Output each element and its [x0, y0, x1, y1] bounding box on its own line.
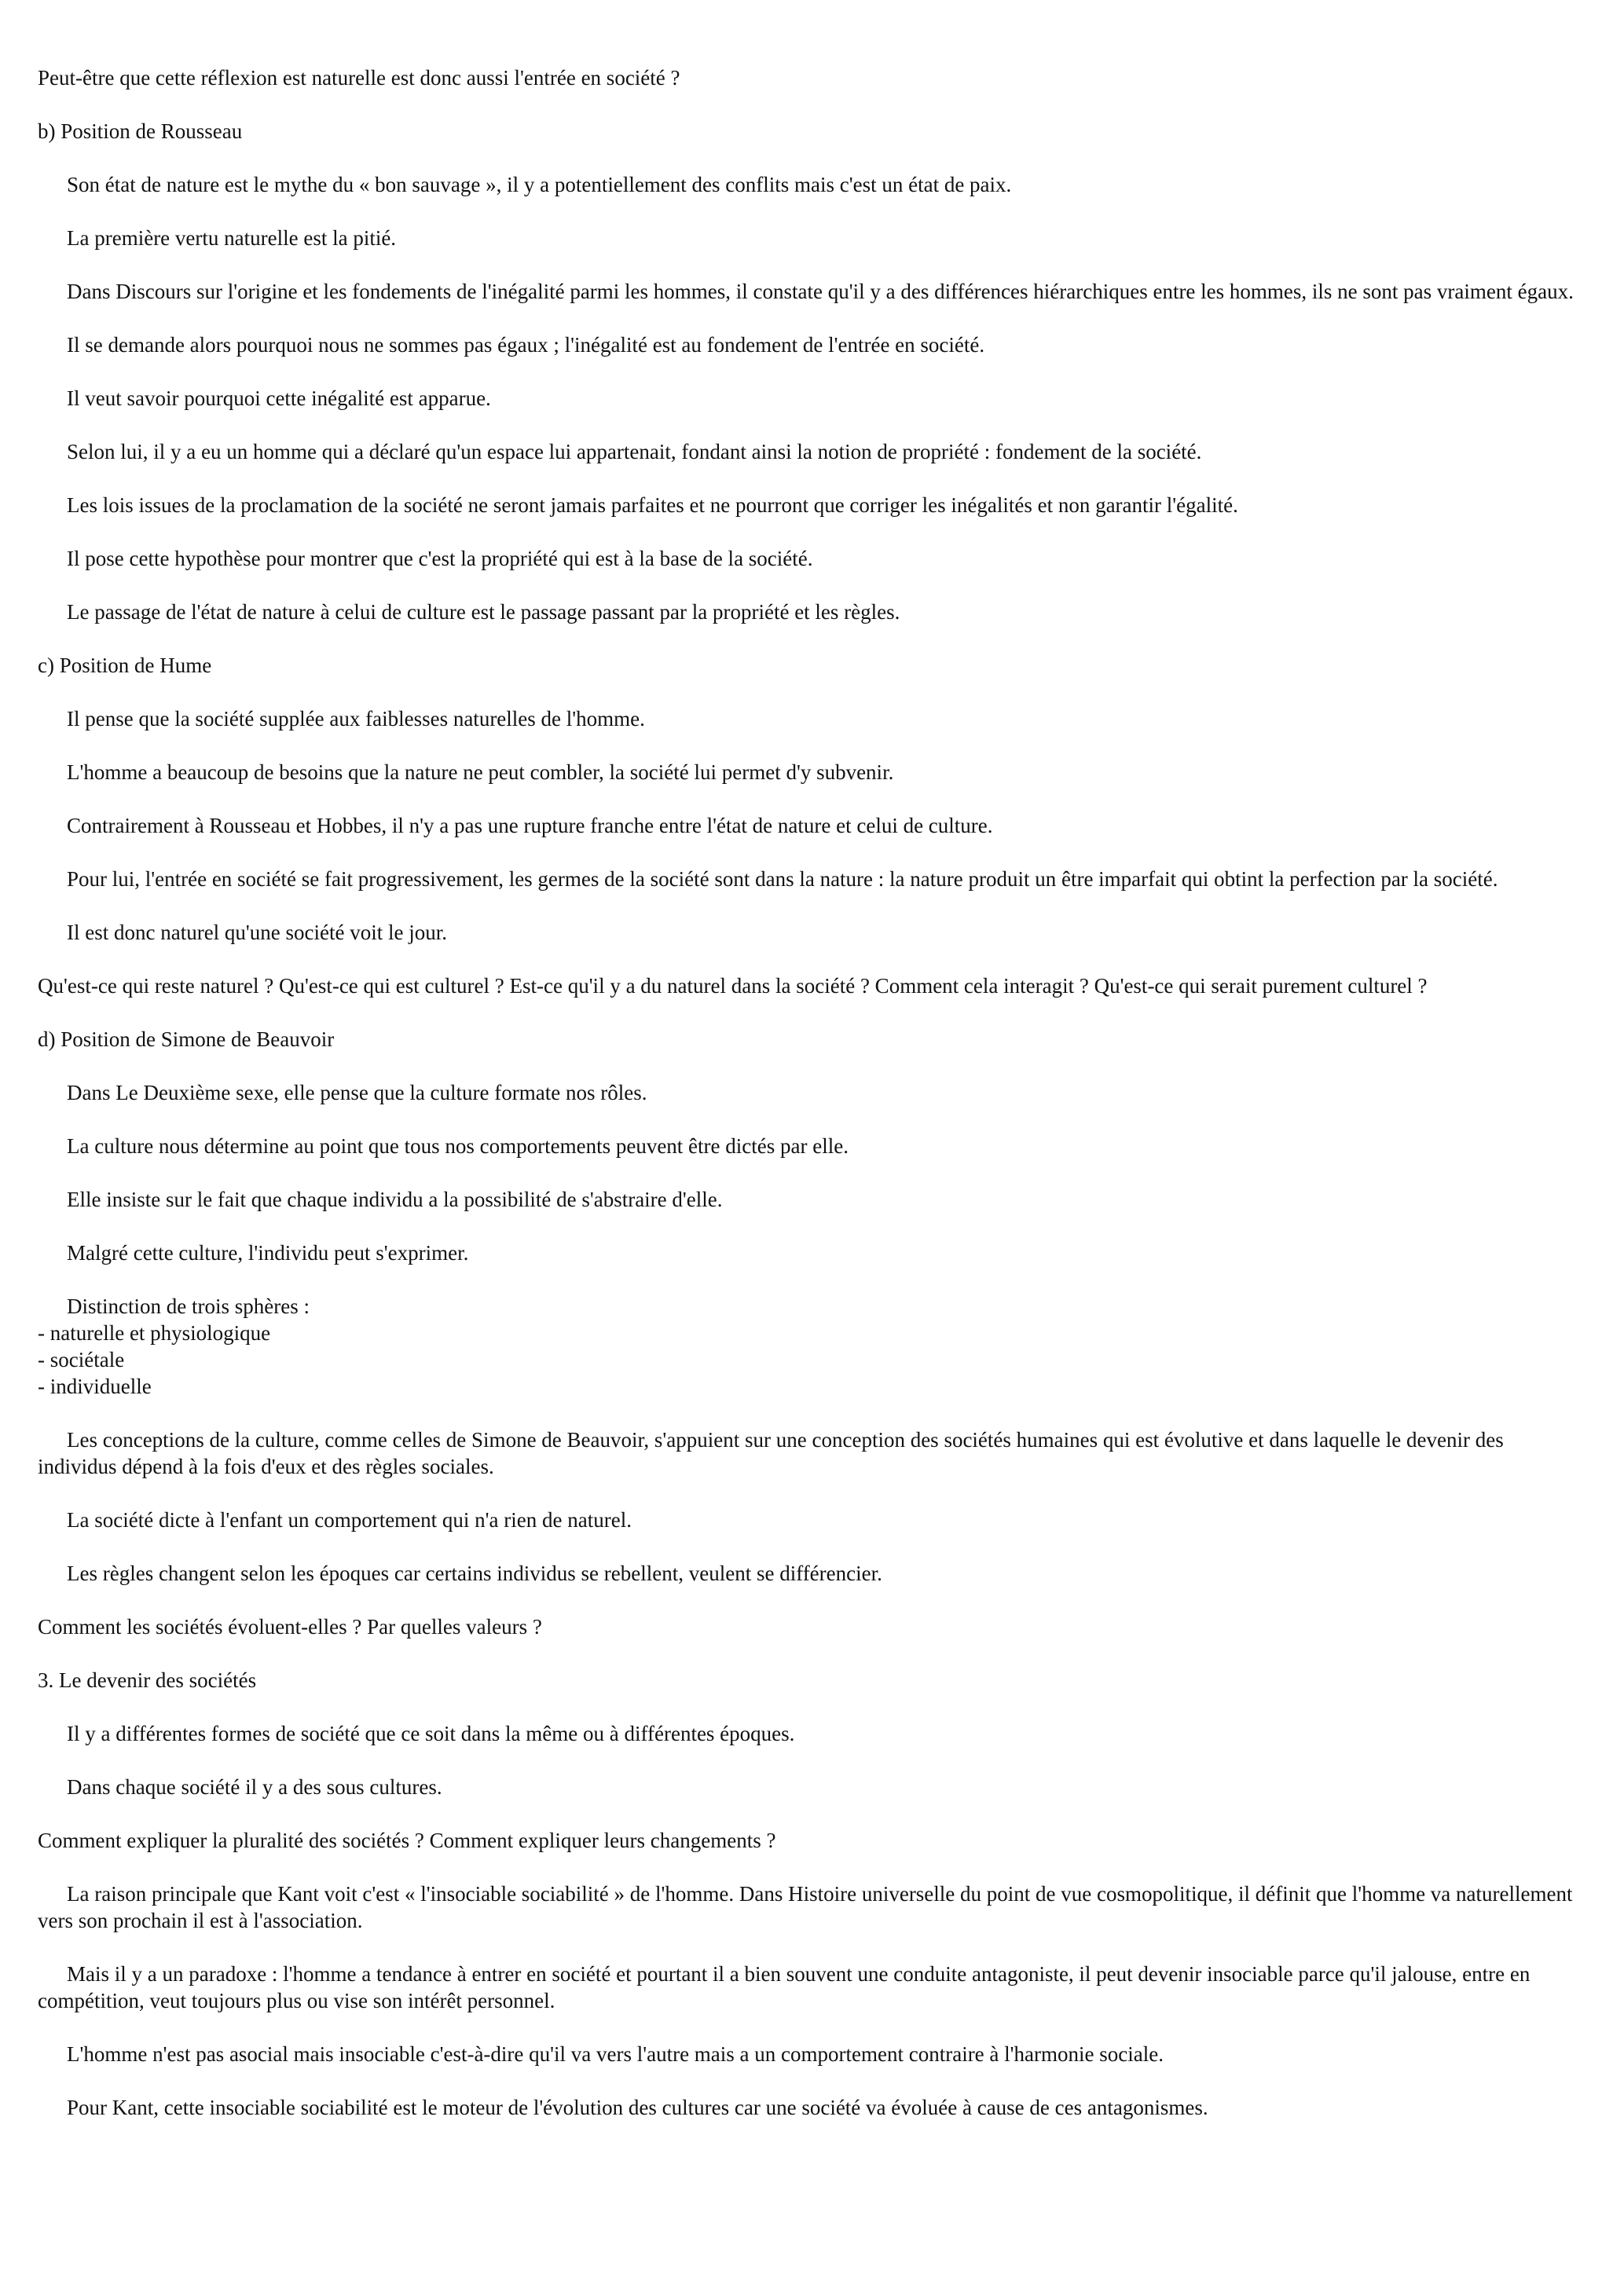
body-paragraph: L'homme n'est pas asocial mais insociable c'est-à-dire qu'il va vers l'autre mais a un comportement contraire à l'harmonie sociale. [67, 2042, 1164, 2066]
body-paragraph: Dans chaque société il y a des sous cultures. [67, 1775, 442, 1799]
body-paragraph: La raison principale que Kant voit c'est « l'insociable sociabilité » de l'homme. Dans Histoire universelle du point de vue cosmopolitique, il définit que l'homme va naturellement vers son prochain il est à l'association. [38, 1882, 1573, 1932]
question-paragraph: Comment expliquer la pluralité des sociétés ? Comment expliquer leurs changements ? [38, 1829, 776, 1852]
sphere-item-3: - individuelle [38, 1375, 152, 1398]
body-paragraph: Les conceptions de la culture, comme celles de Simone de Beauvoir, s'appuient sur une conception des sociétés humaines qui est évolutive et dans laquelle le devenir des individus dépend à la fois d'eux et des règles sociales. [38, 1428, 1504, 1478]
document-body-part-2 [38, 1426, 1578, 2121]
body-paragraph: Il y a différentes formes de société que ce soit dans la même ou à différentes époques. [67, 1722, 795, 1745]
body-paragraph: Il pose cette hypothèse pour montrer que c'est la propriété qui est à la base de la société. [67, 547, 813, 570]
section-heading: c) Position de Hume [38, 654, 212, 677]
body-paragraph: Il est donc naturel qu'une société voit le jour. [67, 921, 447, 944]
body-paragraph: Les lois issues de la proclamation de la société ne seront jamais parfaites et ne pourront que corriger les inégalités et non garantir l'égalité. [67, 493, 1238, 517]
body-paragraph: Malgré cette culture, l'individu peut s'exprimer. [67, 1241, 469, 1265]
body-paragraph: Il pense que la société supplée aux faiblesses naturelles de l'homme. [67, 707, 645, 731]
question-paragraph: Comment les sociétés évoluent-elles ? Par quelles valeurs ? [38, 1615, 542, 1639]
body-paragraph: Selon lui, il y a eu un homme qui a déclaré qu'un espace lui appartenait, fondant ainsi la notion de propriété : fondement de la société. [67, 440, 1202, 463]
body-paragraph: La société dicte à l'enfant un comportement qui n'a rien de naturel. [67, 1508, 632, 1532]
sphere-item-2: - sociétale [38, 1348, 125, 1371]
body-paragraph: Le passage de l'état de nature à celui de culture est le passage passant par la propriété et les règles. [67, 600, 900, 624]
body-paragraph: La culture nous détermine au point que tous nos comportements peuvent être dictés par elle. [67, 1134, 849, 1158]
body-paragraph: La première vertu naturelle est la pitié. [67, 226, 397, 250]
question-paragraph: Peut-être que cette réflexion est naturelle est donc aussi l'entrée en société ? [38, 66, 680, 90]
document-page [38, 64, 1578, 2121]
body-paragraph: Son état de nature est le mythe du « bon sauvage », il y a potentiellement des conflits mais c'est un état de paix. [67, 173, 1012, 196]
body-paragraph: Dans Discours sur l'origine et les fondements de l'inégalité parmi les hommes, il constate qu'il y a des différences hiérarchiques entre les hommes, ils ne sont pas vraiment égaux. [67, 280, 1574, 303]
section-heading: b) Position de Rousseau [38, 119, 243, 143]
body-paragraph: Les règles changent selon les époques car certains individus se rebellent, veulent se différencier. [67, 1562, 882, 1585]
body-paragraph: Il se demande alors pourquoi nous ne sommes pas égaux ; l'inégalité est au fondement de l'entrée en société. [67, 333, 985, 357]
sphere-item-1: - naturelle et physiologique [38, 1321, 271, 1345]
body-paragraph: Elle insiste sur le fait que chaque individu a la possibilité de s'abstraire d'elle. [67, 1188, 723, 1211]
body-paragraph: Il veut savoir pourquoi cette inégalité est apparue. [67, 386, 491, 410]
body-paragraph: L'homme a beaucoup de besoins que la nature ne peut combler, la société lui permet d'y subvenir. [67, 760, 894, 784]
section-heading: 3. Le devenir des sociétés [38, 1668, 257, 1692]
body-paragraph: Mais il y a un paradoxe : l'homme a tendance à entrer en société et pourtant il a bien souvent une conduite antagoniste, il peut devenir insociable parce qu'il jalouse, entre en compétition, veut toujours plus ou vise son intérêt personnel. [38, 1962, 1531, 2012]
body-paragraph: Pour lui, l'entrée en société se fait progressivement, les germes de la société sont dans la nature : la nature produit un être imparfait qui obtint la perfection par la société. [67, 867, 1498, 891]
spheres-intro: Distinction de trois sphères : [67, 1294, 310, 1318]
section-heading: d) Position de Simone de Beauvoir [38, 1027, 335, 1051]
body-paragraph: Contrairement à Rousseau et Hobbes, il n'y a pas une rupture franche entre l'état de nature et celui de culture. [67, 814, 993, 837]
body-paragraph: Dans Le Deuxième sexe, elle pense que la culture formate nos rôles. [67, 1081, 647, 1104]
document-body-part-1 [38, 64, 1578, 1266]
question-paragraph: Qu'est-ce qui reste naturel ? Qu'est-ce qui est culturel ? Est-ce qu'il y a du naturel dans la société ? Comment cela interagit ? Qu'est-ce qui serait purement culturel ? [38, 974, 1428, 998]
spheres-paragraph [38, 1293, 1578, 1400]
body-paragraph: Pour Kant, cette insociable sociabilité est le moteur de l'évolution des cultures car une société va évoluée à cause de ces antagonismes. [67, 2096, 1208, 2119]
